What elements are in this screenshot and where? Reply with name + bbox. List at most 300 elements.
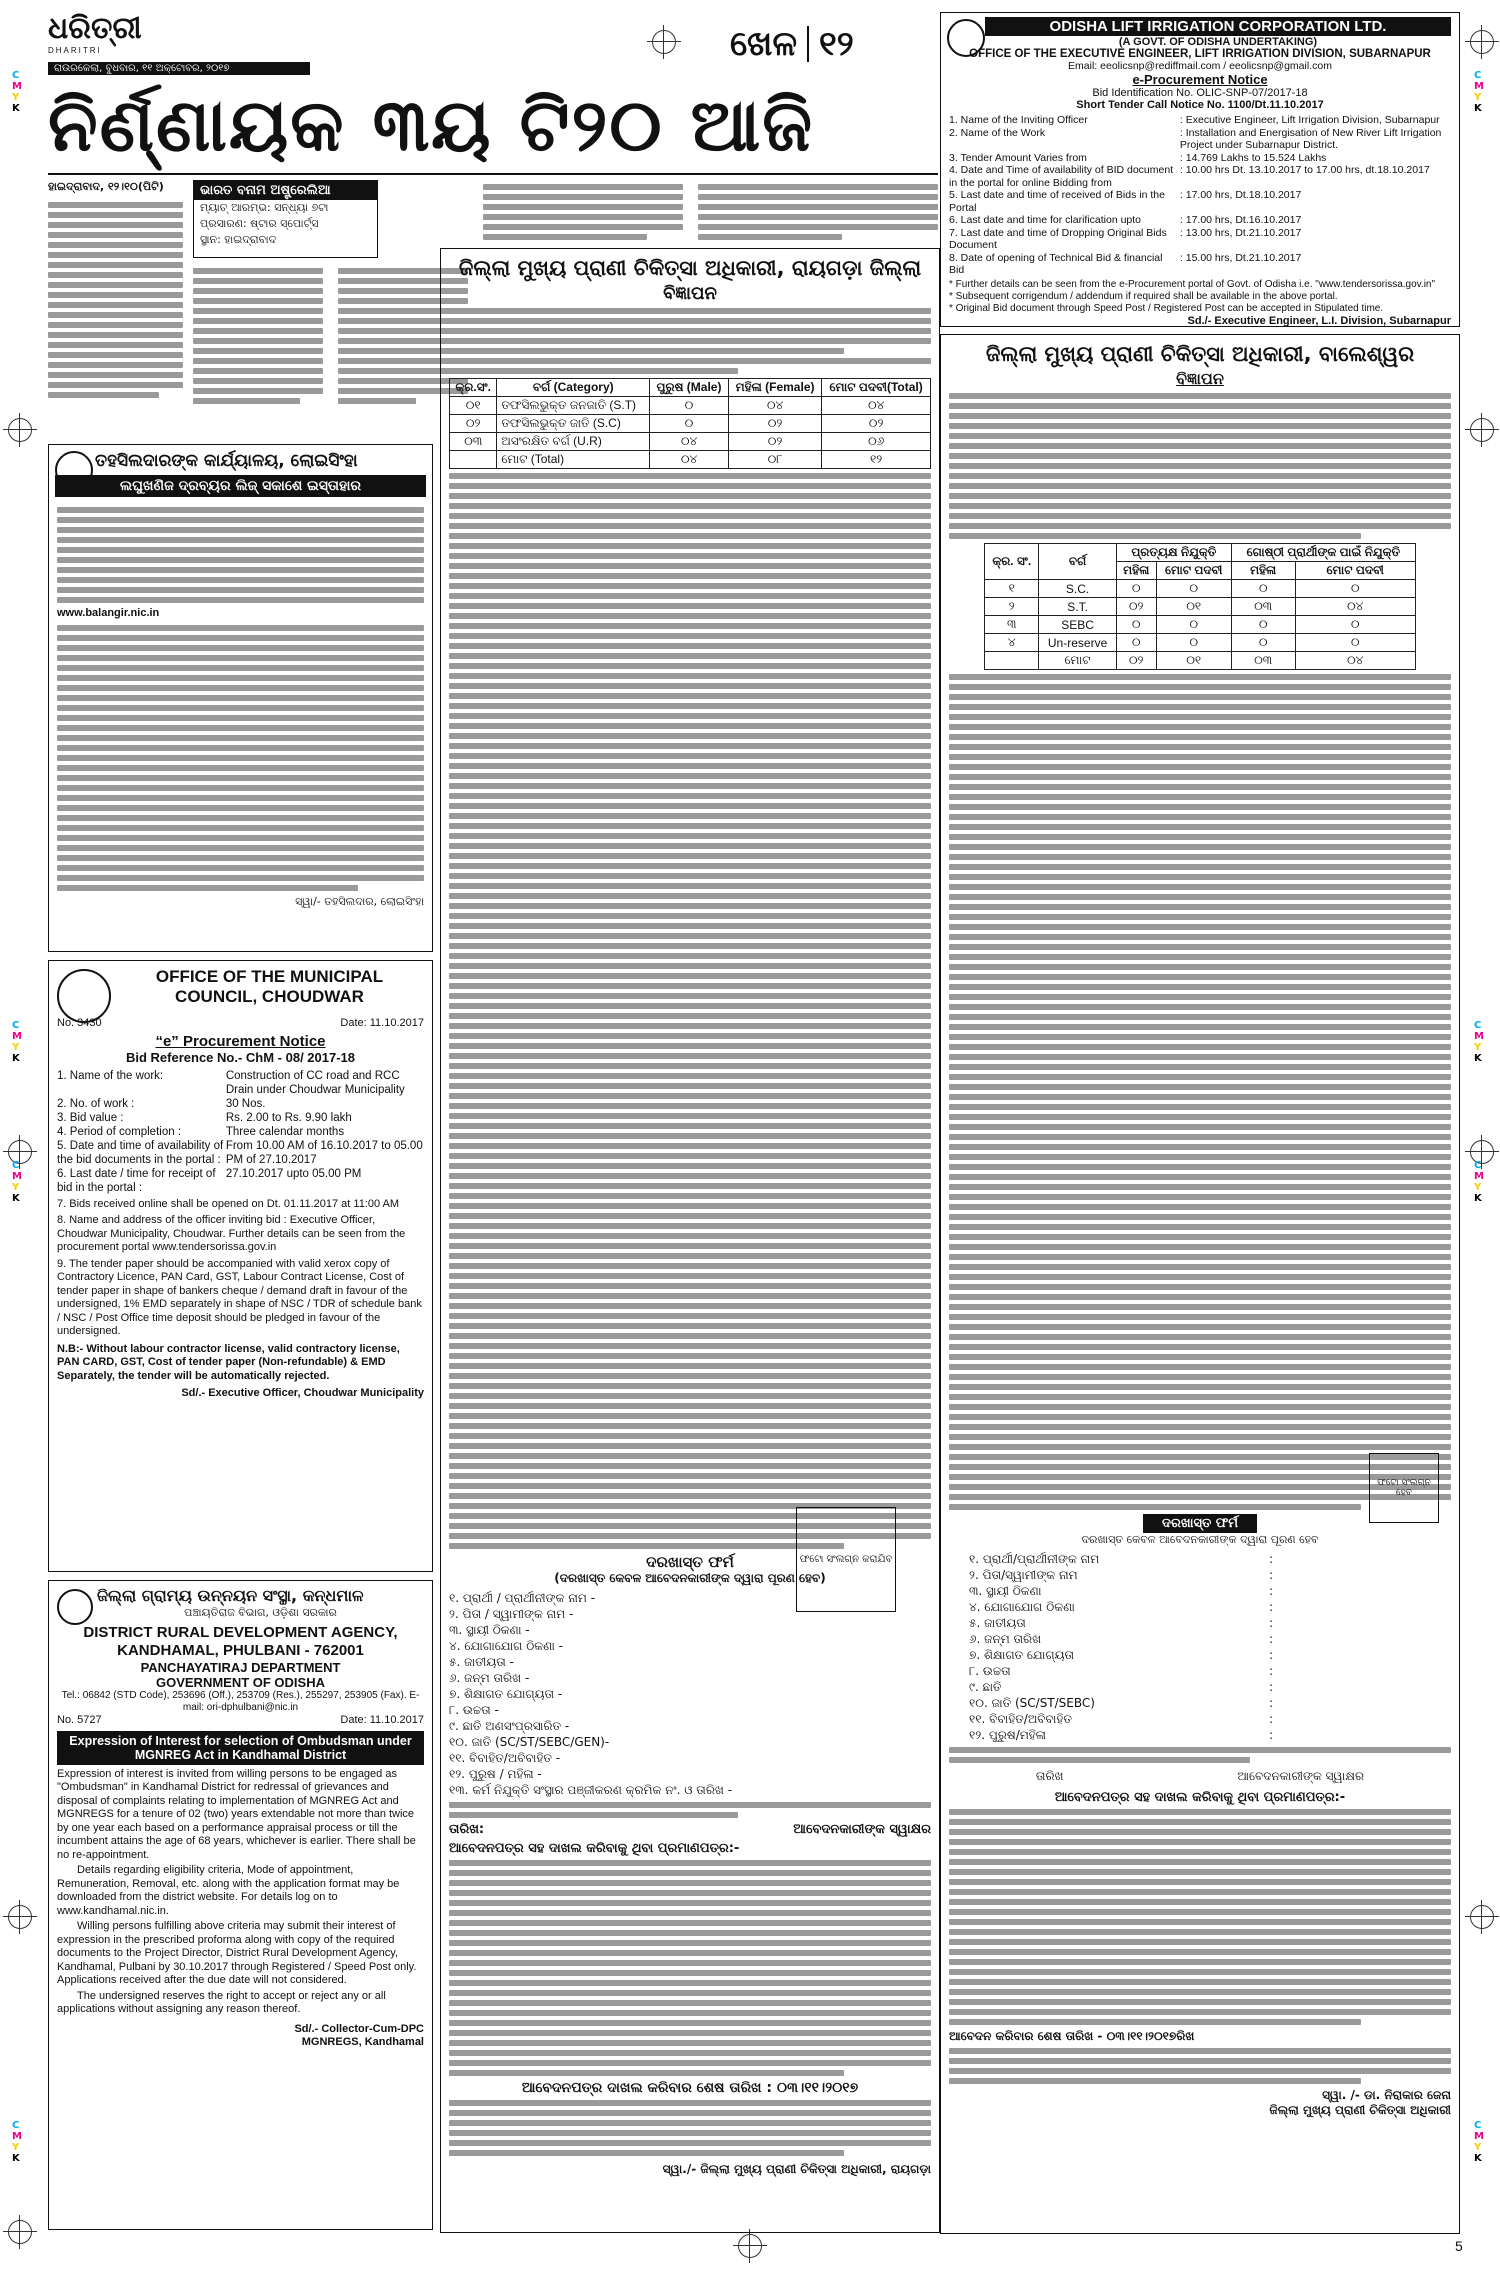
text-line: [949, 704, 1451, 710]
text-line: [449, 1073, 931, 1079]
text-line: [449, 593, 931, 599]
table-cell: ୦: [1116, 616, 1156, 634]
table-cell: ତଫସିଲଭୁକ୍ତ ଜନଜାତି (S.T): [497, 397, 650, 415]
text-line: [949, 1929, 1451, 1935]
olic-row: [949, 214, 1451, 227]
rayagada-th: କ୍ର.ସଂ.: [450, 379, 497, 397]
text-line: [449, 2040, 931, 2046]
text-line: [449, 763, 931, 769]
table-cell: S.C.: [1039, 580, 1116, 598]
text-line: [949, 1364, 1451, 1370]
choudwar-nb: N.B:- Without labour contractor license, valid contractory license, PAN CARD, GST, Cost of tender paper (Non-refundable) & EMD Separately, the tender will be automatically rejected.: [57, 1342, 400, 1382]
balasore-subtitle: ବିଜ୍ଞାପନ: [1176, 369, 1224, 388]
rayagada-title: ଜିଲ୍ଲା ମୁଖ୍ୟ ପ୍ରାଣୀ ଚିକିତ୍ସା ଅଧିକାରୀ, ରାୟଗଡ଼ା ଜିଲ୍ଲା: [458, 256, 922, 280]
text-line: [949, 724, 1451, 730]
emblem-icon: [57, 969, 111, 1023]
choudwar-row: [57, 1097, 424, 1111]
text-line: [949, 1294, 1451, 1300]
table-row: [985, 598, 1416, 616]
text-line: [949, 1104, 1451, 1110]
form-item-label: ୨. ପିତା/ସ୍ୱାମୀଙ୍କ ନାମ: [969, 1568, 1078, 1582]
form-item-label: ୫. ଜାତୀୟତା: [969, 1616, 1026, 1630]
text-line: [449, 663, 931, 669]
text-line: [449, 1403, 931, 1409]
table-cell: ୦: [1231, 616, 1295, 634]
rayagada-date-label: ତାରିଖ:: [449, 1822, 485, 1837]
balasore-th: କ୍ର. ସଂ.: [985, 544, 1039, 580]
text-line: [449, 1123, 931, 1129]
registration-mark: [1470, 418, 1494, 442]
olic-row: [949, 189, 1451, 214]
section-label: [730, 18, 930, 70]
balasore-sign1: ସ୍ୱା. /- ଡା. ନିରାକାର ଜେନା: [1322, 2088, 1451, 2102]
table-cell: ୦୨: [728, 433, 821, 451]
text-line: [449, 1990, 931, 1996]
text-line: [449, 913, 931, 919]
rayagada-docs-title: ଆବେଦନପତ୍ର ସହ ଦାଖଲ କରିବାକୁ ଥିବା ପ୍ରମାଣପତ୍ର:-: [449, 1841, 740, 1856]
text-line: [949, 904, 1451, 910]
olic-notice-title: e-Procurement Notice: [1132, 72, 1268, 87]
text-line: [949, 1174, 1451, 1180]
balasore-th: ବର୍ଗ: [1039, 544, 1116, 580]
table-cell: ୦: [1116, 634, 1156, 652]
text-line: [949, 1959, 1451, 1965]
text-line: [949, 1829, 1451, 1835]
form-item-label: ୭. ଶିକ୍ଷାଗତ ଯୋଗ୍ୟତା: [969, 1648, 1075, 1662]
table-cell: ୦: [650, 397, 729, 415]
text-line: [949, 1344, 1451, 1350]
drda-heading: Expression of Interest for selection of Ombudsman under MGNREG Act in Kandhamal District: [57, 1731, 424, 1765]
text-line: [449, 1910, 931, 1916]
olic-row: [949, 127, 1451, 152]
text-line: [449, 733, 931, 739]
text-line: [949, 1184, 1451, 1190]
registration-mark: [738, 2234, 762, 2258]
text-line: [949, 1064, 1451, 1070]
olic-short: Short Tender Call Notice No. 1100/Dt.11.10.2017: [1076, 99, 1324, 111]
form-item: [949, 1711, 1451, 1727]
form-item-colon: :: [1269, 1712, 1274, 1726]
text-line: [949, 1334, 1451, 1340]
text-line: [449, 483, 931, 489]
olic-row-value: : 17.00 hrs, Dt.16.10.2017: [1179, 214, 1302, 226]
rayagada-form-sub: (ଦରଖାସ୍ତ କେବଳ ଆବେଦନକାରୀଙ୍କ ଦ୍ୱାରା ପୂରଣ ହେବ): [554, 1571, 826, 1585]
cmyk-strip: C M Y K: [1474, 1160, 1484, 1204]
olic-row-key: 6. Last date and time for clarification upto: [949, 214, 1142, 226]
text-line: [949, 1044, 1451, 1050]
text-line: [449, 803, 931, 809]
balasore-th: ମହିଳା: [1116, 562, 1156, 580]
text-line: [949, 794, 1451, 800]
balasore-last-date: ଆବେଦନ କରିବାର ଶେଷ ତାରିଖ - ୦୩।୧୧।୨୦୧୭ରିଖ: [949, 2029, 1195, 2043]
text-line: [949, 1859, 1451, 1865]
text-line: [949, 714, 1451, 720]
text-line: [949, 864, 1451, 870]
page-number: 5: [1455, 2238, 1463, 2254]
drda-no: No. 5727: [57, 1714, 102, 1726]
photo-box: [796, 1507, 896, 1612]
olic-row-value: : 10.00 hrs Dt. 13.10.2017 to 17.00 hrs, dt.18.10.2017: [1179, 164, 1430, 176]
text-line: [449, 1133, 931, 1139]
text-line: [449, 1413, 931, 1419]
drda-p1: Expression of interest is invited from willing persons to be engaged as "Ombudsman" in Kandhamal District for redressal of grievances and disposal of complaints relating to implementation of MGNREG Act and MGNREGS for a tenure of 02 (two) years extendable not more than twice by one year each based on a performance appraisal process or till the incumbent attains the age of 68 years, whichever is earlier. There shall be no re-appointment.: [57, 1767, 416, 1861]
form-item: ୪. ଯୋଗାଯୋଗ ଠିକଣା -: [449, 1639, 564, 1653]
text-line: [949, 1034, 1451, 1040]
table-cell: ମୋଟ (Total): [497, 451, 650, 469]
table-cell: ୦: [1116, 580, 1156, 598]
choudwar-row-value: Rs. 2.00 to Rs. 9.90 lakh: [225, 1111, 352, 1124]
text-line: [949, 1264, 1451, 1270]
balasore-th: ମୋଟ ପଦବୀ: [1295, 562, 1415, 580]
form-item-label: ୧୧. ବିବାହିତ/ଅବିବାହିତ: [969, 1712, 1072, 1726]
form-item: [949, 1695, 1451, 1711]
text-line: [949, 754, 1451, 760]
form-item-colon: :: [1269, 1664, 1274, 1678]
olic-row-key: 1. Name of the Inviting Officer: [949, 114, 1088, 126]
text-line: [449, 1433, 931, 1439]
section-name: ଖେଳ: [730, 24, 798, 64]
text-line: [449, 1950, 931, 1956]
balasore-form: [949, 1551, 1451, 1743]
text-line: [449, 1453, 931, 1459]
balasore-th: ଗୋଷ୍ଠୀ ପ୍ରାର୍ଥୀଙ୍କ ପାଇଁ ନିଯୁକ୍ତି: [1231, 544, 1415, 562]
form-item: ୬. ଜନ୍ମ ତାରିଖ -: [449, 1671, 530, 1685]
tahasildar-title: ତହସିଲଦାରଙ୍କ କାର୍ଯ୍ୟାଳୟ, ଲୋଇସିଂହା: [95, 451, 358, 471]
text-line: [949, 814, 1451, 820]
text-line: [949, 1889, 1451, 1895]
table-cell: ୧୨: [822, 451, 931, 469]
balasore-title: ଜିଲ୍ଲା ମୁଖ୍ୟ ପ୍ରାଣୀ ଚିକିତ୍ସା ଅଧିକାରୀ, ବାଲେଶ୍ୱର: [985, 342, 1415, 366]
text-line: [949, 1949, 1451, 1955]
text-line: [949, 914, 1451, 920]
table-cell: S.T.: [1039, 598, 1116, 616]
text-line: [449, 713, 931, 719]
tahasildar-website[interactable]: www.balangir.nic.in: [57, 607, 160, 619]
text-line: [449, 1003, 931, 1009]
article-col-2: [193, 264, 323, 408]
form-item-colon: :: [1269, 1648, 1274, 1662]
form-item: ୯. ଛାତି ଅଣସଂପ୍ରସାରିତ -: [449, 1719, 570, 1733]
text-line: [449, 1303, 931, 1309]
balasore-sign2: ଜିଲ୍ଲା ମୁଖ୍ୟ ପ୍ରାଣୀ ଚିକିତ୍ସା ଅଧିକାରୀ: [1269, 2103, 1451, 2117]
text-line: [949, 934, 1451, 940]
table-cell: ୩: [985, 616, 1039, 634]
balasore-th: ମୋଟ ପଦବୀ: [1156, 562, 1231, 580]
text-line: [949, 2019, 1361, 2025]
form-item-label: ୩. ସ୍ଥାୟୀ ଠିକଣା: [969, 1584, 1042, 1598]
text-line: [449, 533, 931, 539]
form-item-colon: :: [1269, 1584, 1274, 1598]
form-item: ୧୩. କର୍ମ ନିଯୁକ୍ତି ସଂସ୍ଥାର ପଞ୍ଜୀକରଣ କ୍ରମିକ ନଂ. ଓ ତାରିଖ -: [449, 1783, 733, 1797]
text-line: [449, 1483, 931, 1489]
choudwar-row: [57, 1167, 424, 1195]
cmyk-strip: C M Y K: [1474, 2120, 1484, 2164]
text-line: [449, 963, 931, 969]
text-line: [449, 523, 931, 529]
text-line: [449, 1543, 844, 1549]
rayagada-notice: [440, 248, 940, 2233]
text-line: [449, 1293, 931, 1299]
text-line: [449, 813, 931, 819]
form-item: [949, 1567, 1451, 1583]
form-item: [949, 1551, 1451, 1567]
text-line: [449, 1273, 931, 1279]
choudwar-title: OFFICE OF THE MUNICIPAL COUNCIL, CHOUDWAR: [155, 967, 384, 1006]
text-line: [949, 984, 1451, 990]
table-cell: ୦: [1231, 580, 1295, 598]
registration-mark: [8, 1905, 32, 1929]
text-line: [949, 1004, 1451, 1010]
text-line: [449, 1023, 931, 1029]
form-item: [949, 1631, 1451, 1647]
emblem-icon: [947, 19, 985, 57]
text-line: [449, 1013, 931, 1019]
table-row: [450, 397, 931, 415]
cmyk-strip: C M Y K: [12, 70, 22, 114]
text-line: [949, 1284, 1451, 1290]
text-line: [949, 1014, 1451, 1020]
text-line: [949, 1144, 1451, 1150]
text-line: [449, 1183, 931, 1189]
choudwar-row: [57, 1139, 424, 1167]
form-item: ୧୦. ଜାତି (SC/ST/SEBC/GEN)-: [449, 1735, 610, 1749]
form-item: ୧୨. ପୁରୁଷ / ମହିଳା -: [449, 1767, 542, 1781]
text-line: [949, 1134, 1451, 1140]
form-item-colon: :: [1269, 1680, 1274, 1694]
form-item: ୮. ଉଚ୍ଚତା -: [449, 1703, 499, 1717]
text-line: [449, 753, 931, 759]
table-cell: ୦୧: [1156, 652, 1231, 670]
text-line: [949, 1244, 1451, 1250]
text-line: [949, 1074, 1451, 1080]
headline: ନିର୍ଣ୍ଣାୟକ ୩ୟ ଟି୨୦ ଆଜି: [48, 83, 815, 167]
text-line: [449, 1213, 931, 1219]
text-line: [449, 633, 931, 639]
text-line: [949, 1234, 1451, 1240]
text-line: [449, 1353, 931, 1359]
text-line: [449, 823, 931, 829]
text-line: [449, 783, 931, 789]
table-cell: ୦୨: [1116, 652, 1156, 670]
text-line: [449, 1970, 931, 1976]
form-item: ୭. ଶିକ୍ଷାଗତ ଯୋଗ୍ୟତା -: [449, 1687, 563, 1701]
text-line: [449, 623, 931, 629]
olic-sign: Sd./- Executive Engineer, L.I. Division, Subarnapur: [1187, 314, 1451, 327]
table-row: [450, 451, 931, 469]
text-line: [449, 1393, 931, 1399]
choudwar-row-key: 6. Last date / time for receipt of bid in the portal :: [57, 1167, 216, 1194]
text-line: [449, 563, 931, 569]
table-row: [985, 634, 1416, 652]
rayagada-subtitle: ବିଜ୍ଞାପନ: [663, 283, 717, 304]
text-line: [449, 793, 931, 799]
choudwar-row: [57, 1125, 424, 1139]
olic-row-key: 8. Date of opening of Technical Bid & financial Bid: [949, 251, 1163, 276]
text-line: [449, 1203, 931, 1209]
choudwar-rows: [57, 1069, 424, 1195]
olic-row-key: 4. Date and Time of availability of BID document in the portal for online Bidding from: [949, 164, 1174, 189]
tahasildar-sign: ସ୍ୱା/- ତହସିଲଦାର, ଲୋଇସିଂହା: [295, 894, 424, 908]
text-line: [449, 603, 931, 609]
text-line: [949, 994, 1451, 1000]
balasore-form-sub: ଦରଖାସ୍ତ କେବଳ ଆବେଦନକାରୀଙ୍କ ଦ୍ୱାରା ପୂରଣ ହେବ: [1081, 1533, 1319, 1546]
form-item: ୩. ସ୍ଥାୟୀ ଠିକଣା -: [449, 1623, 530, 1637]
form-item: [949, 1647, 1451, 1663]
text-line: [449, 2010, 931, 2016]
drda-notice: [48, 1580, 433, 2230]
text-line: [449, 1443, 931, 1449]
cmyk-strip: C M Y K: [12, 2120, 22, 2164]
registration-mark: [1470, 30, 1494, 54]
olic-title: ODISHA LIFT IRRIGATION CORPORATION LTD.: [985, 17, 1451, 36]
table-cell: [450, 451, 497, 469]
olic-row-value: : 15.00 hrs, Dt.21.10.2017: [1179, 251, 1302, 264]
olic-row-value: : Installation and Energisation of New River Lift Irrigation Project under Subarnapur District.: [1179, 126, 1442, 151]
emblem-icon: [55, 451, 93, 489]
text-line: [949, 1909, 1451, 1915]
text-line: [449, 573, 931, 579]
text-line: [449, 1860, 931, 1866]
form-item-label: ୪. ଯୋଗାଯୋଗ ଠିକଣା: [969, 1600, 1075, 1614]
table-cell: ୦୮: [728, 451, 821, 469]
form-item: ୧୧. ବିବାହିତ/ଅବିବାହିତ -: [449, 1751, 561, 1765]
text-line: [949, 824, 1451, 830]
form-item-colon: :: [1269, 1600, 1274, 1614]
drda-sign2: MGNREGS, Kandhamal: [301, 2036, 424, 2048]
drda-gov: GOVERNMENT OF ODISHA: [155, 1675, 325, 1690]
text-line: [449, 1890, 931, 1896]
text-line: [449, 1880, 931, 1886]
drda-p2: Details regarding eligibility criteria, Mode of appointment, Remuneration, Removal, etc. along with the application format may be downloaded from the district website. For details log on to www.kandhamal.nic.in.: [57, 1864, 400, 1917]
choudwar-row-value: 30 Nos.: [225, 1097, 266, 1110]
olic-row: [949, 252, 1451, 277]
text-line: [449, 833, 931, 839]
text-line: [449, 1423, 931, 1429]
choudwar-row-key: 2. No. of work :: [57, 1097, 135, 1110]
article-col-5: [698, 180, 938, 244]
text-line: [449, 1193, 931, 1199]
rayagada-form-title: ଦରଖାସ୍ତ ଫର୍ମ: [646, 1553, 734, 1571]
text-line: [449, 1173, 931, 1179]
text-line: [449, 893, 931, 899]
rayagada-sign: ସ୍ୱା./- ଜିଲ୍ଲା ମୁଖ୍ୟ ପ୍ରାଣୀ ଚିକିତ୍ସା ଅଧିକାରୀ, ରାୟଗଡ଼ା: [662, 2162, 931, 2176]
cmyk-strip: C M Y K: [1474, 1020, 1484, 1064]
text-line: [949, 1254, 1451, 1260]
text-line: [949, 1094, 1451, 1100]
form-item: [949, 1663, 1451, 1679]
table-cell: ୦୪: [650, 433, 729, 451]
choudwar-row-value: 27.10.2017 upto 05.00 PM: [225, 1167, 362, 1180]
choudwar-p9: 9. The tender paper should be accompanied with valid xerox copy of Contractory Licence, PAN Card, GST, Labour Contract License, Cost of tender paper in shape of bankers cheque / demand draft in favour of the undersigned, 1% EMD separately in shape of NSC / TDR of schedule bank / NSC / Post Office time deposit should be pledged in favour of the undersigned.: [57, 1257, 422, 1337]
olic-row-value: : 14.769 Lakhs to 15.524 Lakhs: [1179, 151, 1327, 164]
form-item-label: ୯. ଛାତି: [969, 1680, 1002, 1694]
text-line: [449, 2000, 931, 2006]
choudwar-sign: Sd/.- Executive Officer, Choudwar Municipality: [181, 1387, 424, 1399]
table-cell: ୦୩: [450, 433, 497, 451]
text-line: [949, 1919, 1451, 1925]
text-line: [949, 1324, 1451, 1330]
text-line: [449, 933, 931, 939]
registration-mark: [1470, 1905, 1494, 1929]
text-line: [449, 983, 931, 989]
olic-notice: [940, 12, 1460, 327]
text-line: [449, 653, 931, 659]
text-line: [949, 1819, 1451, 1825]
olic-row-key: 3. Tender Amount Varies from: [949, 151, 1087, 164]
text-line: [949, 1444, 1451, 1450]
date-line: ରାଉରକେଲା, ବୁଧବାର, ୧୧ ଅକ୍ଟୋବର, ୨୦୧୭: [48, 62, 310, 75]
olic-row-value: : 17.00 hrs, Dt.18.10.2017: [1179, 189, 1302, 201]
text-line: [449, 1263, 931, 1269]
text-line: [449, 1223, 931, 1229]
text-line: [449, 943, 931, 949]
table-cell: [985, 652, 1039, 670]
text-line: [449, 1383, 931, 1389]
registration-mark: [8, 418, 32, 442]
match-info-row: ପ୍ରସାରଣ: ଷ୍ଟାର ସ୍ପୋର୍ଟ୍ସ: [200, 217, 319, 230]
text-line: [949, 1809, 1451, 1815]
table-cell: ୦: [1231, 634, 1295, 652]
form-item: [949, 1583, 1451, 1599]
text-line: [949, 1054, 1451, 1060]
text-line: [949, 974, 1451, 980]
text-line: [449, 2060, 931, 2066]
choudwar-row: [57, 1069, 424, 1097]
text-line: [949, 734, 1451, 740]
text-line: [449, 953, 931, 959]
text-line: [949, 1394, 1451, 1400]
text-line: [449, 1063, 931, 1069]
article-col-1: [48, 198, 183, 402]
text-line: [949, 2009, 1451, 2015]
text-line: [449, 1113, 931, 1119]
text-line: [949, 1274, 1451, 1280]
choudwar-notice-title: “e” Procurement Notice: [155, 1032, 326, 1050]
text-line: [449, 773, 931, 779]
rayagada-table: [449, 378, 931, 469]
text-line: [949, 1424, 1451, 1430]
drda-odia-sub: ପଞ୍ଚାୟତିରାଜ ବିଭାଗ, ଓଡ଼ିଶା ସରକାର: [184, 1606, 337, 1619]
text-line: [949, 1404, 1451, 1410]
olic-office: OFFICE OF THE EXECUTIVE ENGINEER, LIFT IRRIGATION DIVISION, SUBARNAPUR: [969, 48, 1431, 60]
paper-name: ଧରିତ୍ରୀ: [48, 11, 142, 46]
olic-row: [949, 227, 1451, 252]
choudwar-row-key: 5. Date and time of availability of the bid documents in the portal :: [57, 1139, 224, 1166]
text-line: [449, 1053, 931, 1059]
text-line: [949, 894, 1451, 900]
text-line: [949, 1124, 1451, 1130]
table-cell: ୦: [1156, 580, 1231, 598]
text-line: [949, 1849, 1451, 1855]
text-line: [949, 1374, 1451, 1380]
text-line: [449, 903, 931, 909]
text-line: [449, 1283, 931, 1289]
photo-label: ଫଟୋ ସଂଲଗ୍ନ ହେବ: [1377, 1478, 1431, 1498]
text-line: [949, 1504, 1361, 1510]
olic-rows: [949, 114, 1451, 277]
text-line: [449, 2020, 931, 2026]
form-item-label: ୧. ପ୍ରାର୍ଥୀ/ପ୍ରାର୍ଥୀନୀଙ୍କ ନାମ: [969, 1552, 1100, 1566]
text-line: [449, 1243, 931, 1249]
text-line: [449, 1233, 931, 1239]
olic-email: Email: eeolicsnp@rediffmail.com / eeolicsnp@gmail.com: [1068, 60, 1332, 72]
text-line: [949, 1969, 1451, 1975]
text-line: [449, 1363, 931, 1369]
form-item-colon: :: [1269, 1616, 1274, 1630]
table-cell: ୦୩: [1231, 652, 1295, 670]
text-line: [449, 873, 931, 879]
text-line: [449, 1463, 931, 1469]
